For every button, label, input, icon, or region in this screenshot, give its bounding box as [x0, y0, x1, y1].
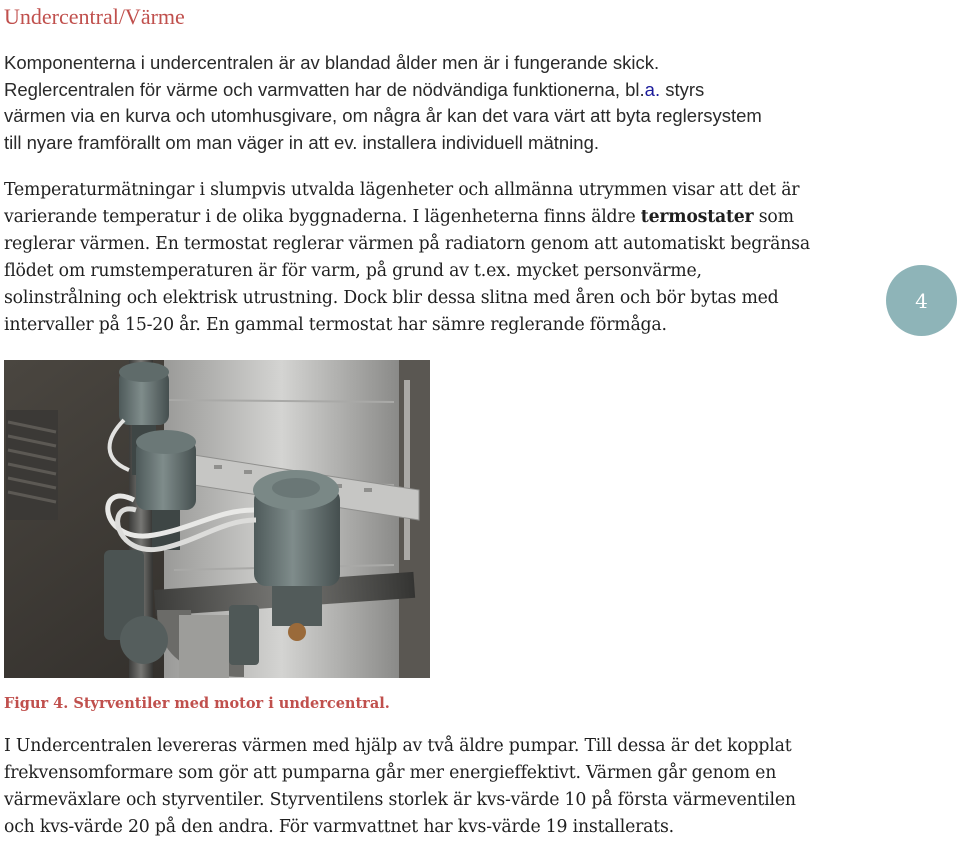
paragraph-line: solinstrålning och elektrisk utrustning. Dock blir dessa slitna med åren och bör bytas med — [4, 288, 779, 308]
paragraph-line: Temperaturmätningar i slumpvis utvalda lägenheter och allmänna utrymmen visar att det är — [4, 180, 800, 200]
paragraph-line: värmeväxlare och styrventiler. Styrventilens storlek är kvs-värde 10 på första värmeventilen — [4, 790, 796, 810]
paragraph-line: reglerar värmen. En termostat reglerar värmen på radiatorn genom att automatiskt begränsa — [4, 234, 810, 254]
bold-term: termostater — [640, 207, 754, 227]
paragraph-line: flödet om rumstemperaturen är för varm, på grund av t.ex. mycket personvärme, — [4, 261, 702, 281]
paragraph-line — [4, 77, 864, 104]
paragraph-line: och kvs-värde 20 på den andra. För varmvattnet har kvs-värde 19 installerats. — [4, 817, 674, 837]
section-heading: Undercentral/Värme — [4, 4, 185, 29]
figure-caption: Figur 4. Styrventiler med motor i undercentral. — [4, 695, 390, 712]
valve-photo-illustration — [4, 360, 430, 678]
paragraph-line: värmen via en kurva och utomhusgivare, om några år kan det vara värt att byta reglersystem — [4, 105, 762, 126]
valve-photo — [4, 360, 430, 678]
paragraph-line: I Undercentralen levereras värmen med hjälp av två äldre pumpar. Till dessa är det kopplat — [4, 736, 792, 756]
text-fragment: som — [753, 207, 794, 227]
paragraph-regulation — [4, 50, 864, 156]
page-number-badge: 4 — [886, 265, 957, 336]
text-fragment: Reglercentralen för värme och varmvatten har de nödvändiga funktionerna, bl. — [4, 78, 645, 100]
paragraph-line: Komponenterna i undercentralen är av blandad ålder men är i fungerande skick. — [4, 52, 660, 73]
text-fragment: styrs — [660, 78, 705, 100]
paragraph-thermostats — [4, 177, 864, 339]
text-fragment: a. — [644, 78, 661, 100]
paragraph-line — [4, 204, 864, 231]
paragraph-undercentral — [4, 733, 864, 841]
paragraph-line: intervaller på 15-20 år. En gammal termostat har sämre reglerande förmåga. — [4, 315, 667, 335]
text-fragment: varierande temperatur i de olika byggnaderna. I lägenheterna finns äldre — [4, 207, 641, 227]
paragraph-line: till nyare framförallt om man väger in att ev. installera individuell mätning. — [4, 131, 599, 153]
paragraph-line: frekvensomformare som gör att pumparna går mer energieffektivt. Värmen går genom en — [4, 763, 777, 783]
